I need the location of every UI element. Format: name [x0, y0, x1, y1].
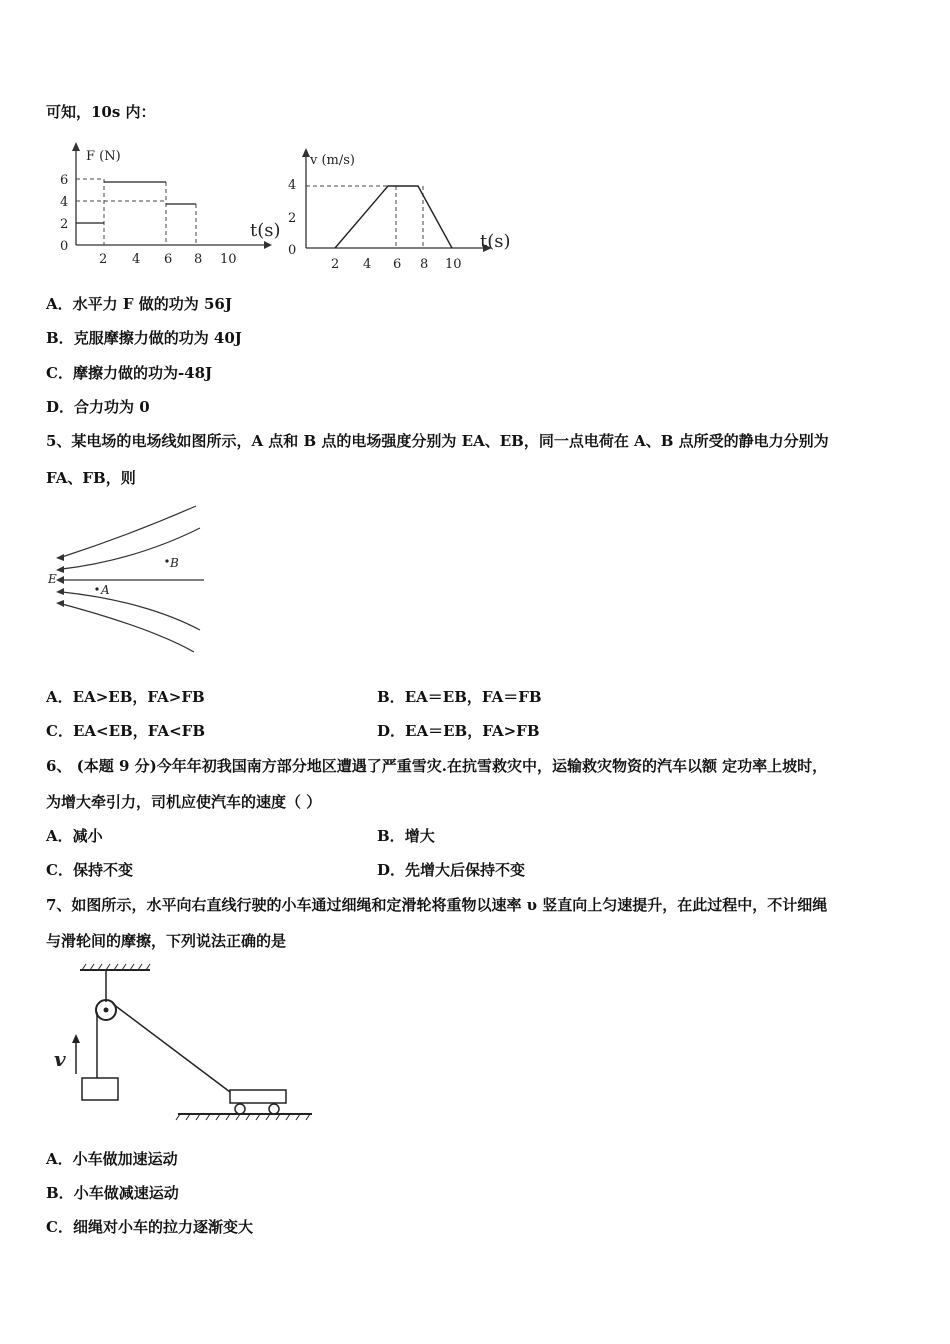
v-ytick: 4 [288, 178, 297, 193]
q4-option-b[interactable] [46, 328, 242, 348]
f-ytick: 0 [60, 239, 69, 254]
field-line [62, 604, 194, 652]
option-text: EA>EB，FA>FB [72, 688, 205, 706]
option-text: 先增大后保持不变 [405, 861, 526, 879]
f-graph-ylabel: F (N) [86, 149, 121, 164]
q7-option-b[interactable] [46, 1183, 179, 1203]
f-ytick: 6 [60, 173, 69, 188]
v-graph-xlabel: t(s) [480, 231, 511, 252]
option-letter: A． [46, 688, 73, 706]
f-ytick: 2 [60, 217, 69, 232]
f-xtick: 2 [99, 252, 108, 267]
q5-option-a[interactable] [46, 687, 205, 707]
q6-option-c[interactable] [46, 860, 133, 880]
electric-field-figure [44, 500, 214, 660]
option-letter: D． [377, 722, 406, 740]
f-xtick: 10 [220, 252, 237, 267]
v-ytick: 2 [288, 211, 297, 226]
option-text: 减小 [72, 827, 103, 845]
option-text: 小车做减速运动 [73, 1184, 179, 1202]
cart [230, 1090, 286, 1103]
q6-stem-line1: 6、 (本题 9 分)今年年初我国南方部分地区遭遇了严重雪灾.在抗雪救灾中，运输救灾物资的汽车以额 定功率上坡时， [46, 757, 828, 775]
option-letter: B． [46, 329, 74, 347]
option-letter: D． [46, 398, 75, 416]
option-text: 克服摩擦力做的功为 40J [73, 329, 242, 347]
option-text: EA＝EB，FA＝FB [404, 688, 542, 706]
q7-stem-line2: 与滑轮间的摩擦，下列说法正确的是 [46, 932, 287, 950]
weight-block [82, 1078, 118, 1100]
point-a-label: A [101, 583, 110, 597]
force-time-graph [50, 140, 280, 270]
field-line [62, 506, 196, 557]
option-letter: B． [377, 688, 405, 706]
q4-option-c[interactable] [46, 363, 212, 383]
f-xtick: 4 [132, 252, 141, 267]
option-text: EA<EB，FA<FB [72, 722, 206, 740]
q7-stem-line1: 7、如图所示，水平向右直线行驶的小车通过细绳和定滑轮将重物以速率 υ 竖直向上匀速提升，在此过程中，不计细绳 [46, 896, 828, 914]
q5-option-b[interactable] [377, 687, 542, 707]
q5-stem-line2: FA、FB，则 [46, 469, 136, 487]
option-letter: C． [46, 861, 73, 879]
v-xtick: 2 [331, 257, 340, 272]
q6-stem-line2: 为增大牵引力，司机应使汽车的速度（ ） [46, 793, 322, 811]
option-text: EA＝EB，FA>FB [405, 722, 540, 740]
q5-option-d[interactable] [377, 721, 540, 741]
option-letter: C． [46, 1218, 73, 1236]
v-graph-ylabel: v (m/s) [310, 153, 355, 168]
q7-option-c[interactable] [46, 1217, 253, 1237]
q6-option-d[interactable] [377, 860, 525, 880]
option-text: 摩擦力做的功为-48J [72, 364, 213, 382]
option-letter: A． [46, 295, 73, 313]
point-b-label: B [170, 556, 179, 570]
option-letter: A． [46, 1150, 73, 1168]
field-label-e: E [48, 572, 57, 586]
option-letter: D． [377, 861, 406, 879]
v-xtick: 10 [445, 257, 462, 272]
field-line [62, 528, 200, 569]
f-xtick: 8 [194, 252, 203, 267]
f-ytick: 4 [60, 195, 69, 210]
q4-option-a[interactable] [46, 294, 232, 314]
option-text: 增大 [404, 827, 435, 845]
option-letter: A． [46, 827, 73, 845]
velocity-label: v [54, 1047, 66, 1071]
option-text: 水平力 F 做的功为 56J [72, 295, 232, 313]
point-b-dot [165, 559, 168, 562]
option-text: 保持不变 [72, 861, 133, 879]
option-letter: C． [46, 364, 73, 382]
intro-text: 可知，10s 内： [46, 103, 156, 121]
v-ytick: 0 [288, 243, 297, 258]
velocity-line [335, 186, 452, 248]
cart-wheel [235, 1104, 245, 1114]
q6-option-a[interactable] [46, 826, 103, 846]
point-a-dot [95, 587, 98, 590]
option-text: 细绳对小车的拉力逐渐变大 [72, 1218, 253, 1236]
f-xtick: 6 [164, 252, 173, 267]
f-graph-xlabel: t(s) [250, 220, 281, 241]
q5-stem-line1: 5、某电场的电场线如图所示，A 点和 B 点的电场强度分别为 EA、EB，同一点电荷在 A、B 点所受的静电力分别为 [46, 432, 829, 450]
v-xtick: 8 [420, 257, 429, 272]
option-text: 小车做加速运动 [72, 1150, 178, 1168]
v-xtick: 4 [363, 257, 372, 272]
q5-option-c[interactable] [46, 721, 205, 741]
q4-option-d[interactable] [46, 397, 150, 417]
cart-wheel [269, 1104, 279, 1114]
pulley-cart-figure [50, 962, 320, 1127]
velocity-time-graph [284, 146, 514, 274]
option-text: 合力功为 0 [74, 398, 150, 416]
q6-option-b[interactable] [377, 826, 435, 846]
option-letter: C． [46, 722, 73, 740]
v-xtick: 6 [393, 257, 402, 272]
rope [113, 1004, 230, 1092]
option-letter: B． [377, 827, 405, 845]
option-letter: B． [46, 1184, 74, 1202]
q7-option-a[interactable] [46, 1149, 178, 1169]
